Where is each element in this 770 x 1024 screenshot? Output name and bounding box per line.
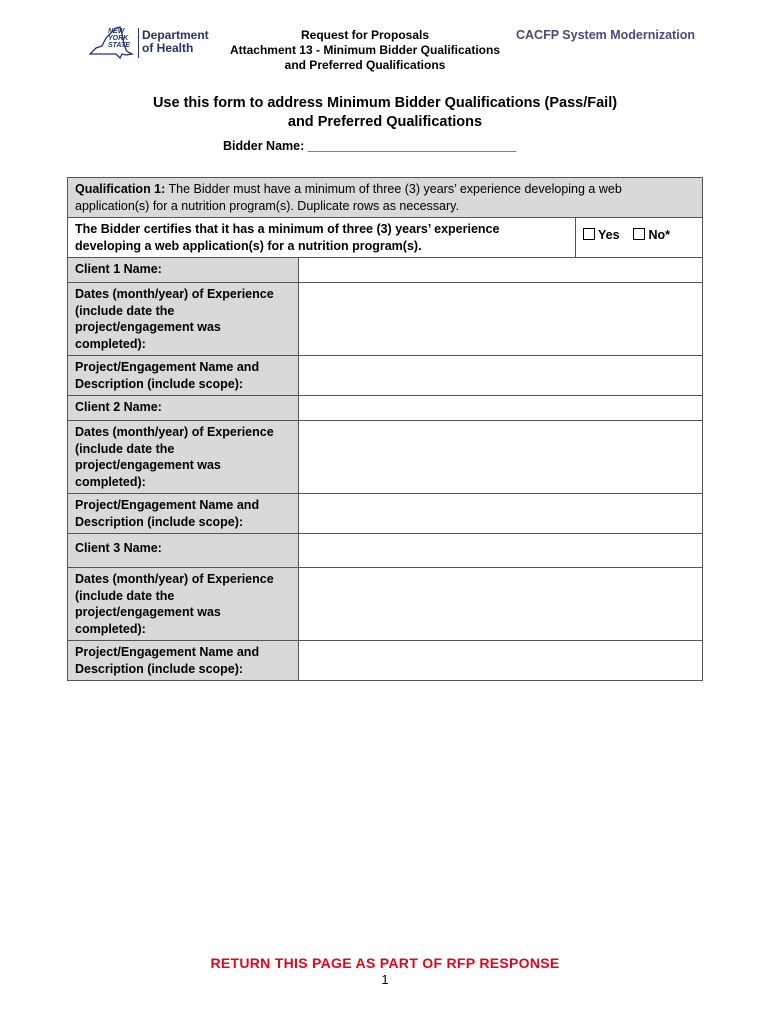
checkbox-icon[interactable] [633, 228, 645, 240]
client-2-project-input[interactable] [299, 494, 703, 534]
return-page-notice: RETURN THIS PAGE AS PART OF RFP RESPONSE [210, 955, 560, 971]
yes-no-choice [576, 218, 703, 258]
row-label: Client 3 Name: [68, 534, 299, 568]
bidder-name-field[interactable]: Bidder Name: ______________________________ [223, 139, 517, 153]
yes-checkbox[interactable]: Yes [583, 228, 620, 242]
client-3-project-input[interactable] [299, 641, 703, 681]
header-line-1: Request for Proposals [300, 28, 430, 42]
row-label: Project/Engagement Name and Description (include scope): [68, 494, 299, 534]
qualification-table [67, 177, 703, 681]
client-1-dates-input[interactable] [299, 283, 703, 356]
project-name: CACFP System Modernization [516, 28, 695, 42]
qualification-description: Qualification 1: The Bidder must have a minimum of three (3) years’ experience developing a web application(s) for a nutrition program(s). Duplicate rows as necessary. [68, 178, 703, 218]
row-label: Dates (month/year) of Experience (include date the project/engagement was completed): [68, 568, 299, 641]
client-1-project-input[interactable] [299, 356, 703, 396]
logo-state-text: NEW YORK STATE [108, 28, 130, 49]
no-checkbox[interactable]: No* [633, 228, 670, 242]
client-2-dates-input[interactable] [299, 421, 703, 494]
page-number: 1 [381, 972, 389, 987]
header-line-2: Attachment 13 - Minimum Bidder Qualifications [229, 43, 501, 57]
row-label: Project/Engagement Name and Description (include scope): [68, 356, 299, 396]
client-3-dates-input[interactable] [299, 568, 703, 641]
nys-doh-logo [82, 24, 212, 64]
row-label: Dates (month/year) of Experience (include date the project/engagement was completed): [68, 421, 299, 494]
certification-statement: The Bidder certifies that it has a minimum of three (3) years’ experience developing a web application(s) for a nutrition program(s). [68, 218, 576, 258]
document-header [215, 28, 515, 73]
client-2-name-input[interactable] [299, 396, 703, 421]
row-label: Client 1 Name: [68, 258, 299, 283]
row-label: Client 2 Name: [68, 396, 299, 421]
client-3-name-input[interactable] [299, 534, 703, 568]
form-title: Use this form to address Minimum Bidder Qualifications (Pass/Fail) and Preferred Qualifications [152, 95, 618, 130]
row-label: Project/Engagement Name and Description (include scope): [68, 641, 299, 681]
row-label: Dates (month/year) of Experience (include date the project/engagement was completed): [68, 283, 299, 356]
logo-department-text: Department of Health [142, 28, 209, 55]
client-1-name-input[interactable] [299, 258, 703, 283]
header-line-3: and Preferred Qualifications [284, 58, 446, 72]
checkbox-icon[interactable] [583, 228, 595, 240]
